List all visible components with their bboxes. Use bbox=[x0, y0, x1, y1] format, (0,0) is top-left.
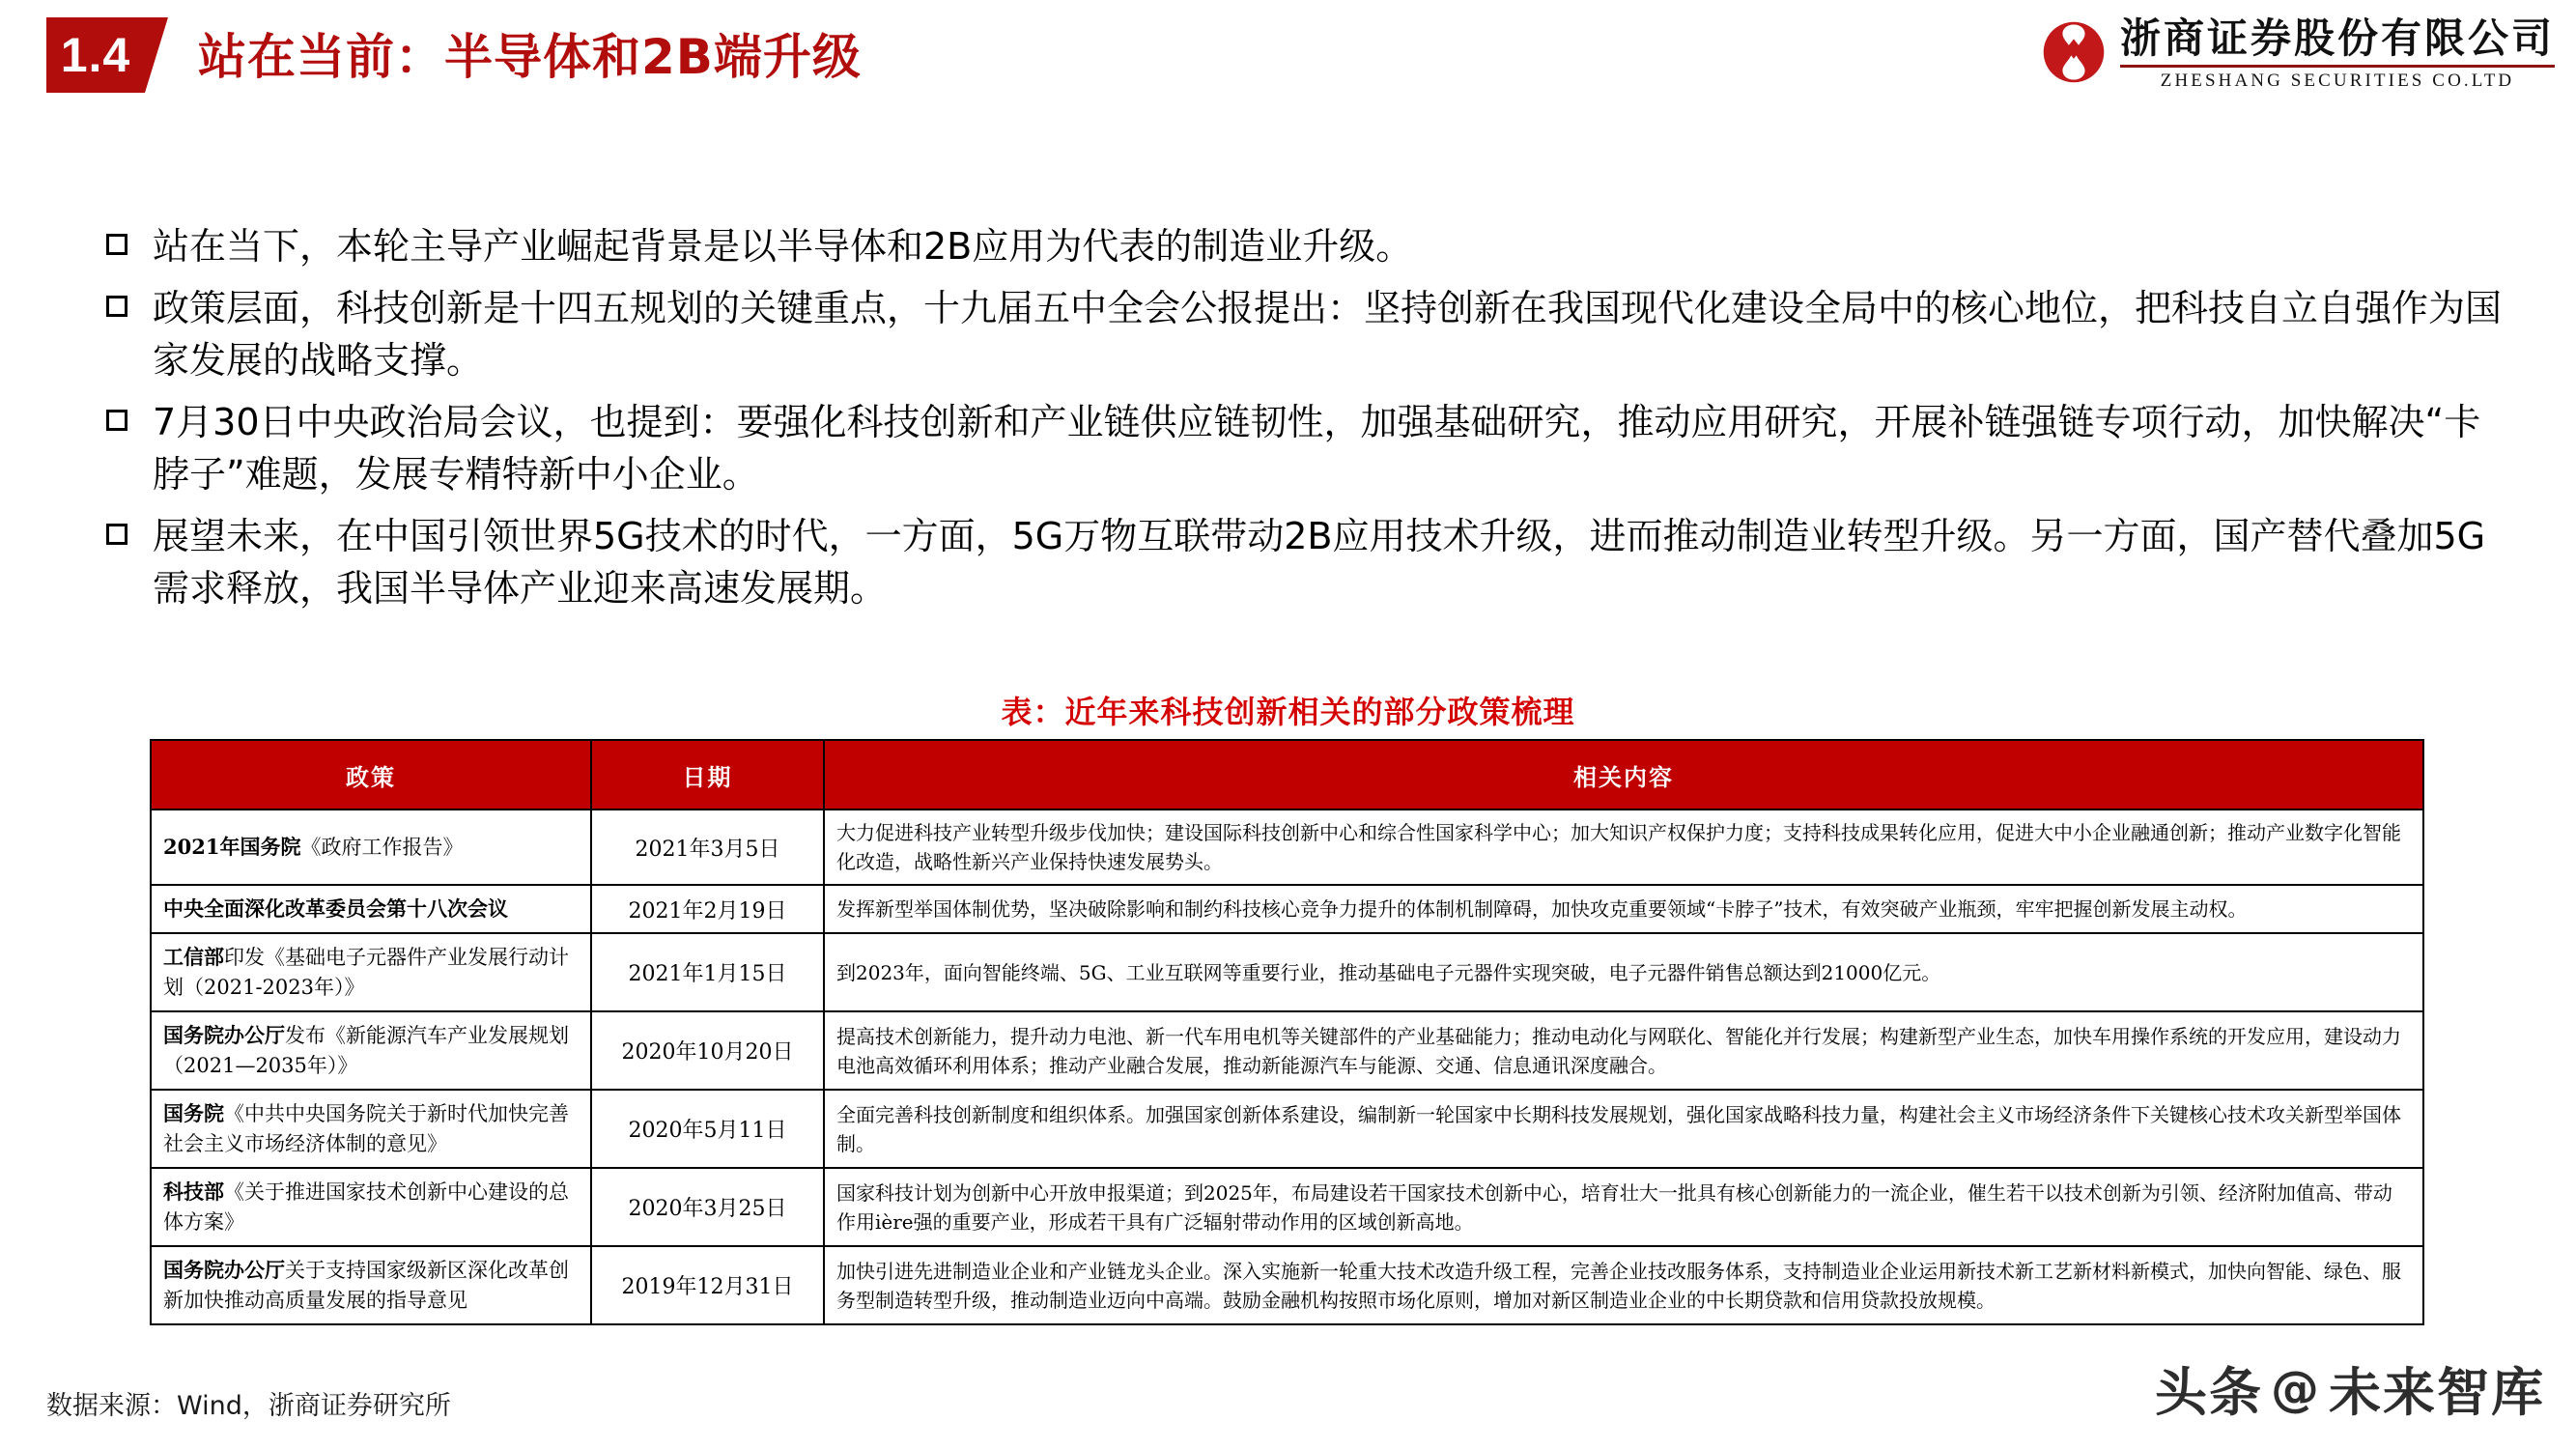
cell-date: 2020年5月11日 bbox=[591, 1090, 824, 1168]
table-row bbox=[151, 1246, 2423, 1324]
policy-name-bold: 国务院办公厅 bbox=[163, 1023, 285, 1047]
policy-name-rest: 《中共中央国务院关于新时代加快完善社会主义市场经济体制的意见》 bbox=[163, 1102, 569, 1155]
bullet-item bbox=[106, 510, 2502, 614]
table-header bbox=[151, 740, 2423, 810]
policy-name-rest: 《关于推进国家技术创新中心建设的总体方案》 bbox=[163, 1180, 569, 1234]
bullet-text: 7月30日中央政治局会议，也提到：要强化科技创新和产业链供应链韧性，加强基础研究，推动应用研究，开展补链强链专项行动，加快解决“卡脖子”难题，发展专精特新中小企业。 bbox=[153, 401, 2481, 496]
cell-policy bbox=[151, 933, 591, 1011]
cell-policy bbox=[151, 1168, 591, 1246]
cell-date: 2020年3月25日 bbox=[591, 1168, 824, 1246]
column-header-content: 相关内容 bbox=[824, 740, 2423, 810]
logo-divider bbox=[2120, 65, 2555, 68]
section-number-badge: 1.4 bbox=[46, 17, 145, 93]
bullet-text: 展望未来，在中国引领世界5G技术的时代，一方面，5G万物互联带动2B应用技术升级，进而推动制造业转型升级。另一方面，国产替代叠加5G需求释放，我国半导体产业迎来高速发展期。 bbox=[153, 515, 2486, 610]
table-row bbox=[151, 933, 2423, 1011]
column-header-date: 日期 bbox=[591, 740, 824, 810]
cell-policy bbox=[151, 810, 591, 885]
logo-company-name-cn: 浙商证券股份有限公司 bbox=[2119, 14, 2555, 62]
square-bullet-icon bbox=[106, 410, 127, 431]
bullet-text: 政策层面，科技创新是十四五规划的关键重点，十九届五中全会公报提出：坚持创新在我国现代化建设全局中的核心地位，把科技自立自强作为国家发展的战略支撑。 bbox=[153, 287, 2503, 382]
policy-name-bold: 科技部 bbox=[163, 1179, 224, 1204]
watermark-right-text: 未来智库 bbox=[2329, 1362, 2545, 1423]
table-caption: 表：近年来科技创新相关的部分政策梳理 bbox=[1001, 694, 1575, 730]
badge-slant-decoration bbox=[145, 17, 168, 93]
cell-date: 2019年12月31日 bbox=[591, 1246, 824, 1324]
bullet-list bbox=[106, 220, 2502, 624]
at-symbol-icon: @ bbox=[2271, 1360, 2321, 1417]
cell-content: 全面完善科技创新制度和组织体系。加强国家创新体系建设，编制新一轮国家中长期科技发展规划，强化国家战略科技力量，构建社会主义市场经济条件下关键核心技术攻关新型举国体制。 bbox=[824, 1090, 2423, 1168]
cell-content: 到2023年，面向智能终端、5G、工业互联网等重要行业，推动基础电子元器件实现突破，电子元器件销售总额达到21000亿元。 bbox=[824, 933, 2423, 1011]
bullet-item bbox=[106, 396, 2502, 500]
square-bullet-icon bbox=[106, 524, 127, 545]
cell-content: 国家科技计划为创新中心开放申报渠道；到2025年，布局建设若干国家技术创新中心，培育壮大一批具有核心创新能力的一流企业，催生若干以技术创新为引领、经济附加值高、带动作用ière强的重要产业，形成若干具有广泛辐射带动作用的区域创新高地。 bbox=[824, 1168, 2423, 1246]
policy-name-rest: 关于支持国家级新区深化改革创新加快推动高质量发展的指导意见 bbox=[163, 1259, 569, 1312]
policy-name-bold: 2021年国务院 bbox=[163, 835, 301, 859]
cell-date: 2021年2月19日 bbox=[591, 885, 824, 933]
bullet-item bbox=[106, 282, 2502, 386]
page-title: 站在当前：半导体和2B端升级 bbox=[198, 29, 862, 85]
policy-name-rest: 发布《新能源汽车产业发展规划（2021—2035年）》 bbox=[163, 1024, 569, 1077]
logo-company-name-en: ZHESHANG SECURITIES CO.LTD bbox=[2160, 71, 2515, 91]
table-row bbox=[151, 1090, 2423, 1168]
bullet-item bbox=[106, 220, 2502, 272]
slide-header bbox=[0, 0, 2576, 116]
cell-policy bbox=[151, 1246, 591, 1324]
policy-name-bold: 国务院办公厅 bbox=[163, 1258, 285, 1282]
policy-table bbox=[150, 739, 2424, 1325]
cell-date: 2020年10月20日 bbox=[591, 1011, 824, 1090]
column-header-policy: 政策 bbox=[151, 740, 591, 810]
company-logo bbox=[2041, 15, 2555, 92]
cell-content: 大力促进科技产业转型升级步伐加快；建设国际科技创新中心和综合性国家科学中心；加大知识产权保护力度；支持科技成果转化应用，促进大中小企业融通创新；推动产业数字化智能化改造，战略性新兴产业保持快速发展势头。 bbox=[824, 810, 2423, 885]
policy-name-bold: 国务院 bbox=[163, 1101, 224, 1125]
table-row bbox=[151, 885, 2423, 933]
bullet-text: 站在当下，本轮主导产业崛起背景是以半导体和2B应用为代表的制造业升级。 bbox=[153, 225, 1413, 268]
table-header-row bbox=[151, 740, 2423, 810]
cell-policy bbox=[151, 885, 591, 933]
table-row bbox=[151, 810, 2423, 885]
watermark bbox=[2155, 1351, 2545, 1426]
policy-name-rest: 《政府工作报告》 bbox=[300, 836, 464, 859]
cell-content: 加快引进先进制造业企业和产业链龙头企业。深入实施新一轮重大技术改造升级工程，完善企业技改服务体系，支持制造业企业运用新技术新工艺新材料新模式，加快向智能、绿色、服务型制造转型升级，推动制造业迈向中高端。鼓励金融机构按照市场化原则，增加对新区制造业企业的中长期贷款和信用贷款投放规模。 bbox=[824, 1246, 2423, 1324]
watermark-left-text: 头条 bbox=[2155, 1362, 2263, 1423]
cell-policy bbox=[151, 1011, 591, 1090]
cell-date: 2021年1月15日 bbox=[591, 933, 824, 1011]
cell-date: 2021年3月5日 bbox=[591, 810, 824, 885]
cell-content: 提高技术创新能力，提升动力电池、新一代车用电机等关键部件的产业基础能力；推动电动化与网联化、智能化并行发展；构建新型产业生态，加快车用操作系统的开发应用，建设动力电池高效循环利用体系；推动产业融合发展，推动新能源汽车与能源、交通、信息通讯深度融合。 bbox=[824, 1011, 2423, 1090]
policy-name-bold: 中央全面深化改革委员会第十八次会议 bbox=[163, 896, 508, 921]
square-bullet-icon bbox=[106, 296, 127, 317]
cell-content: 发挥新型举国体制优势，坚决破除影响和制约科技核心竞争力提升的体制机制障碍，加快攻克重要领域“卡脖子”技术，有效突破产业瓶颈，牢牢把握创新发展主动权。 bbox=[824, 885, 2423, 933]
table-row bbox=[151, 1168, 2423, 1246]
policy-name-bold: 工信部 bbox=[163, 945, 224, 969]
zheshang-securities-logo-icon bbox=[2041, 19, 2107, 85]
table-row bbox=[151, 1011, 2423, 1090]
data-source-note: 数据来源：Wind，浙商证券研究所 bbox=[46, 1391, 451, 1421]
cell-policy bbox=[151, 1090, 591, 1168]
table-body bbox=[151, 810, 2423, 1324]
policy-name-rest: 印发《基础电子元器件产业发展行动计划（2021-2023年）》 bbox=[163, 946, 569, 999]
square-bullet-icon bbox=[106, 234, 127, 255]
